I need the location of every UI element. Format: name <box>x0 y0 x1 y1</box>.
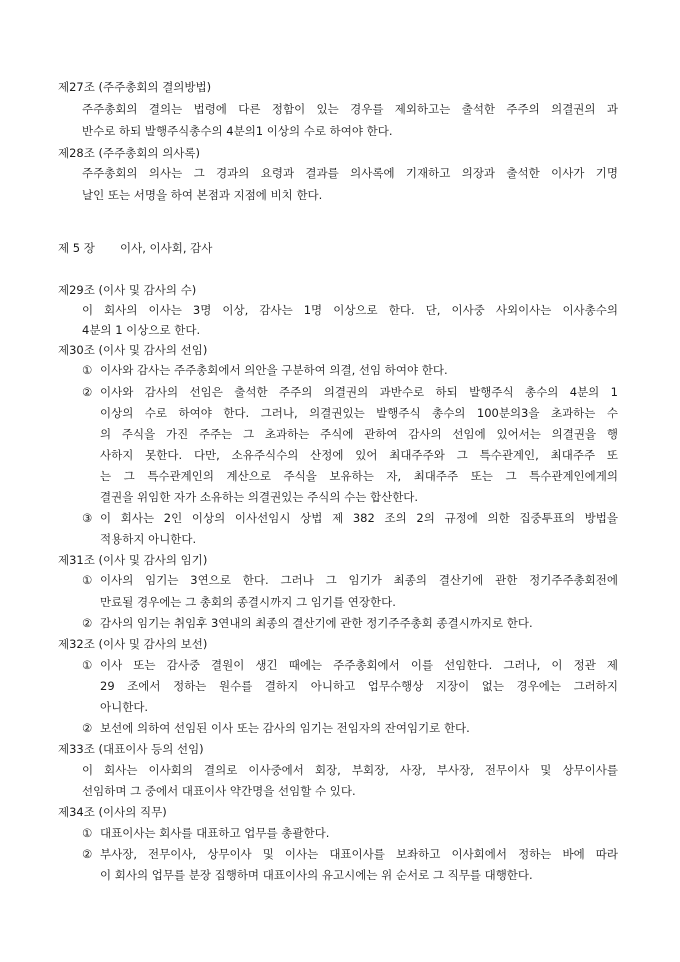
article-30-item-3-marker: ③ <box>82 511 93 525</box>
article-34-item-1-line-1: 대표이사는 회사를 대표하고 업무를 총괄한다. <box>100 826 330 840</box>
article-32-item-1-line-2: 29 조에서 정하는 원수를 결하지 아니하고 업무수행상 지장이 없는 경우에는 그러하지 <box>100 679 618 693</box>
article-32-item-2-line-1: 보선에 의하여 선임된 이사 또는 감사의 임기는 전임자의 잔여임기로 한다. <box>100 721 470 735</box>
chapter-5-number: 제 5 장 <box>58 241 95 255</box>
article-32-heading: 제32조 (이사 및 감사의 보선) <box>58 637 208 651</box>
article-30-item-3-line-1: 이 회사는 2인 이상의 이사선임시 상법 제 382 조의 2의 규정에 의한 집중투표의 방법을 <box>100 511 618 525</box>
article-30-item-1-line-1: 이사와 감사는 주주총회에서 의안을 구분하여 의결, 선임 하여야 한다. <box>100 363 448 377</box>
article-31-item-2-marker: ② <box>82 616 93 630</box>
article-28-heading: 제28조 (주주총회의 의사록) <box>58 146 201 160</box>
article-31-item-1-marker: ① <box>82 573 93 587</box>
article-30-heading: 제30조 (이사 및 감사의 선임) <box>58 343 208 357</box>
article-32-item-2-marker: ② <box>82 721 93 735</box>
article-30-item-2-line-5: 는 그 특수관계인의 계산으로 주식을 보유하는 자, 최대주주 또는 그 특수관계인에게의 <box>100 469 618 483</box>
article-30-item-3-line-2: 적용하지 아니한다. <box>100 532 197 546</box>
article-27-heading: 제27조 (주주총회의 결의방법) <box>58 80 212 94</box>
article-29-heading: 제29조 (이사 및 감사의 수) <box>58 283 197 297</box>
chapter-5-title: 이사, 이사회, 감사 <box>120 241 213 255</box>
article-30-item-2-line-1: 이사와 감사의 선임은 출석한 주주의 의결권의 과반수로 하되 발행주식 총수의 4분의 1 <box>100 385 618 399</box>
article-31-heading: 제31조 (이사 및 감사의 임기) <box>58 553 208 567</box>
article-30-item-1-marker: ① <box>82 363 93 377</box>
article-30-item-2-line-4: 사하지 못한다. 다만, 소유주식수의 산정에 있어 최대주주와 그 특수관계인, 최대주주 또 <box>100 448 618 462</box>
article-30-item-2-marker: ② <box>82 385 93 399</box>
article-28-line-1: 주주총회의 의사는 그 경과의 요령과 결과를 의사록에 기재하고 의장과 출석한 이사가 기명 <box>82 166 618 180</box>
article-32-item-1-line-3: 아니한다. <box>100 700 149 714</box>
article-28-line-2: 날인 또는 서명을 하여 본점과 지점에 비치 한다. <box>82 188 323 202</box>
article-29-line-1: 이 회사의 이사는 3명 이상, 감사는 1명 이상으로 한다. 단, 이사중 사외이사는 이사총수의 <box>82 303 618 317</box>
article-27-line-2: 반수로 하되 발행주식총수의 4분의1 이상의 수로 하여야 한다. <box>82 124 393 138</box>
article-32-item-1-line-1: 이사 또는 감사중 결원이 생긴 때에는 주주총회에서 이를 선임한다. 그러나, 이 정관 제 <box>100 658 618 672</box>
article-31-item-1-line-2: 만료될 경우에는 그 총회의 종결시까지 그 임기를 연장한다. <box>100 595 396 609</box>
article-30-item-2-line-2: 이상의 수로 하여야 한다. 그러나, 의결권있는 발행주식 총수의 100분의3을 초과하는 수 <box>100 406 618 420</box>
article-34-item-2-line-1: 부사장, 전무이사, 상무이사 및 이사는 대표이사를 보좌하고 이사회에서 정하는 바에 따라 <box>100 847 618 861</box>
article-31-item-1-line-1: 이사의 임기는 3연으로 한다. 그러나 그 임기가 최종의 결산기에 관한 정기주주총회전에 <box>100 573 618 587</box>
article-30-item-2-line-3: 의 주식을 가진 주주는 그 초과하는 주식에 관하여 감사의 선임에 있어서는 의결권을 행 <box>100 427 618 441</box>
article-34-item-2-marker: ② <box>82 847 93 861</box>
article-34-heading: 제34조 (이사의 직무) <box>58 805 167 819</box>
article-29-line-2: 4분의 1 이상으로 한다. <box>82 323 201 337</box>
article-30-item-2-line-6: 결권을 위임한 자가 소유하는 의결권있는 주식의 수는 합산한다. <box>100 490 419 504</box>
article-34-item-2-line-2: 이 회사의 업무를 분장 집행하며 대표이사의 유고시에는 위 순서로 그 직무를 대행한다. <box>100 868 533 882</box>
article-34-item-1-marker: ① <box>82 826 93 840</box>
article-33-line-1: 이 회사는 이사회의 결의로 이사중에서 회장, 부회장, 사장, 부사장, 전무이사 및 상무이사를 <box>82 763 618 777</box>
article-33-line-2: 선임하며 그 중에서 대표이사 약간명을 선임할 수 있다. <box>82 784 356 798</box>
article-31-item-2-line-1: 감사의 임기는 취임후 3연내의 최종의 결산기에 관한 정기주주총회 종결시까지로 한다. <box>100 616 533 630</box>
article-27-line-1: 주주총회의 결의는 법령에 다른 정함이 있는 경우를 제외하고는 출석한 주주의 의결권의 과 <box>82 102 618 116</box>
article-32-item-1-marker: ① <box>82 658 93 672</box>
article-33-heading: 제33조 (대표이사 등의 선임) <box>58 742 204 756</box>
